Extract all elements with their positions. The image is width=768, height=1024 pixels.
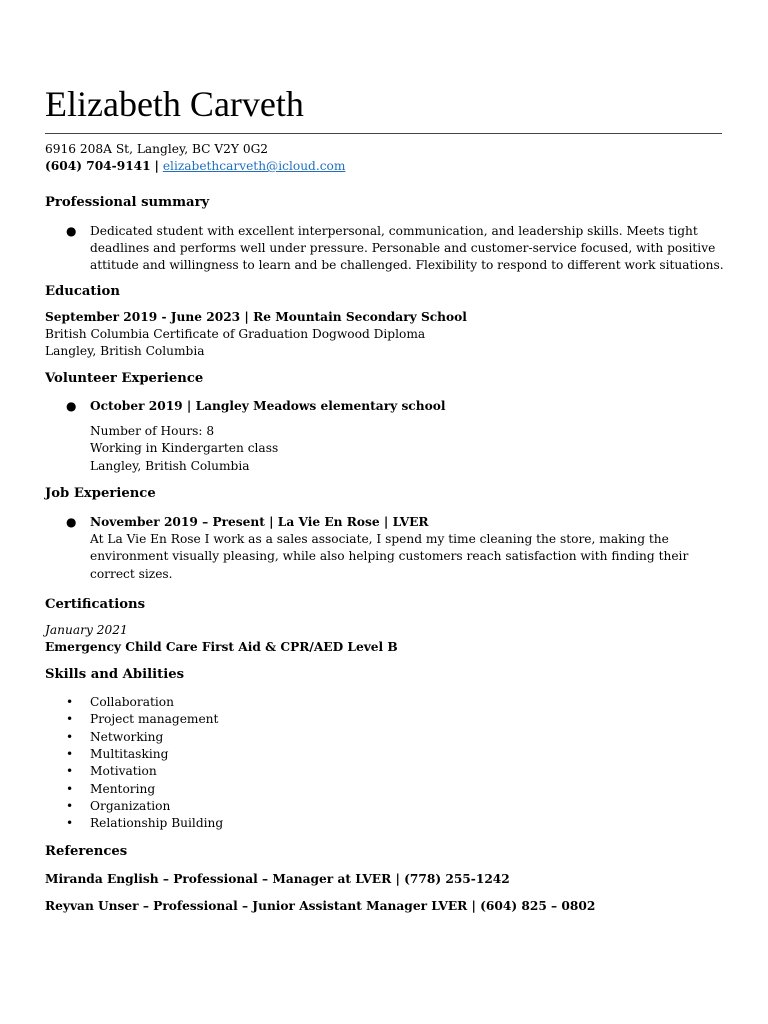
skill-item: • Relationship Building	[45, 815, 725, 832]
bullet-icon: •	[66, 712, 74, 727]
certifications-section	[45, 596, 725, 656]
job-title: November 2019 – Present | La Vie En Rose | LVER	[90, 515, 429, 529]
education-title: September 2019 - June 2023 | Re Mountain Secondary School	[45, 310, 467, 324]
job-section	[45, 485, 725, 583]
bullet-icon: ●	[66, 515, 77, 529]
header-divider	[45, 133, 722, 134]
reference-2: Reyvan Unser – Professional – Junior Assistant Manager LVER | (604) 825 – 0802	[45, 899, 596, 914]
volunteer-title: October 2019 | Langley Meadows elementary school	[90, 399, 446, 413]
volunteer-bullet	[45, 398, 725, 415]
resume-name: Elizabeth Carveth	[45, 84, 304, 124]
job-bullet	[45, 514, 725, 583]
volunteer-heading: Volunteer Experience	[45, 371, 204, 386]
education-heading: Education	[45, 284, 120, 299]
skills-heading: Skills and Abilities	[45, 667, 185, 682]
skills-list	[45, 694, 725, 833]
references-section	[45, 843, 725, 915]
bullet-icon: •	[66, 816, 74, 831]
bullet-icon: ●	[66, 399, 77, 413]
job-heading: Job Experience	[45, 486, 156, 501]
volunteer-hours: Number of Hours: 8	[90, 424, 215, 439]
references-heading: References	[45, 844, 128, 859]
education-location: Langley, British Columbia	[45, 344, 205, 359]
bullet-icon: •	[66, 799, 74, 814]
certifications-heading: Certifications	[45, 597, 146, 612]
contact-block	[45, 141, 345, 175]
bullet-icon: •	[66, 781, 74, 796]
email-link[interactable]: elizabethcarveth@icloud.com	[162, 159, 346, 173]
skill-item: • Project management	[45, 711, 725, 728]
separator: |	[154, 159, 159, 173]
volunteer-section	[45, 370, 725, 475]
bullet-icon: ●	[66, 224, 77, 238]
bullet-icon: •	[66, 747, 74, 762]
job-description: At La Vie En Rose I work as a sales associate, I spend my time cleaning the store, making the environment visually pleasing, while also helping customers reach satisfaction with finding their correct sizes.	[90, 532, 689, 581]
volunteer-location: Langley, British Columbia	[90, 458, 250, 473]
volunteer-role: Working in Kindergarten class	[90, 441, 279, 456]
professional-summary-section	[45, 194, 725, 275]
skill-item: • Multitasking	[45, 746, 725, 763]
phone: (604) 704-9141	[45, 159, 151, 173]
education-diploma: British Columbia Certificate of Graduation Dogwood Diploma	[45, 327, 426, 342]
skill-item: • Organization	[45, 798, 725, 815]
summary-text: Dedicated student with excellent interpersonal, communication, and leadership skills. Meets tight deadlines and performs well under pressure. Personable and customer-service focused, with positive attitude and willingness to learn and be challenged. Flexibility to respond to different work situations.	[90, 224, 724, 273]
reference-1: Miranda English – Professional – Manager at LVER | (778) 255-1242	[45, 872, 510, 886]
skill-item: • Mentoring	[45, 781, 725, 798]
education-section	[45, 283, 725, 361]
certification-name: Emergency Child Care First Aid & CPR/AED Level B	[45, 640, 398, 655]
skill-item: • Collaboration	[45, 694, 725, 711]
address: 6916 208A St, Langley, BC V2Y 0G2	[45, 142, 269, 156]
summary-bullet	[45, 223, 725, 275]
certification-date: January 2021	[45, 623, 128, 637]
skill-item: • Networking	[45, 729, 725, 746]
bullet-icon: •	[66, 695, 74, 709]
skill-item: • Motivation	[45, 763, 725, 780]
phone-email-line	[45, 158, 345, 175]
skills-section	[45, 666, 725, 833]
professional-summary-heading: Professional summary	[45, 195, 210, 210]
bullet-icon: •	[66, 764, 74, 779]
bullet-icon: •	[66, 729, 74, 744]
